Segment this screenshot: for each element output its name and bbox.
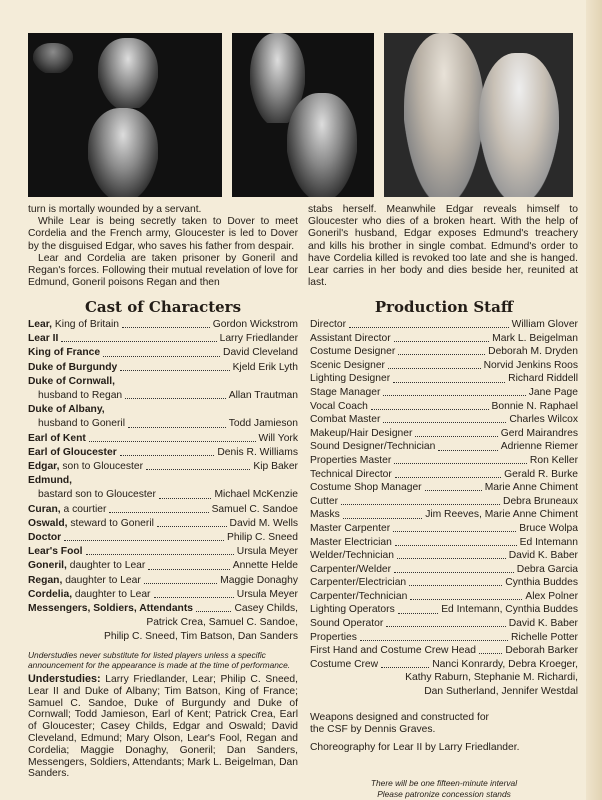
dot-leader [360,640,508,641]
dot-leader [397,558,506,559]
staff-row [310,537,578,551]
cast-actor: Maggie Donaghy [220,574,298,586]
staff-name: Ron Keller [529,454,578,466]
cast-actor: Casey Childs, [234,603,298,615]
dot-leader [371,409,489,410]
staff-name: David K. Baber [508,550,578,562]
production-photo-lear-storm [28,33,222,197]
staff-name: Nanci Konrardy, Debra Kroeger, [432,658,578,670]
staff-row [310,373,578,387]
cast-role-cell [38,390,122,402]
cast-role: Earl of Kent [28,432,86,444]
cast-role-cell [28,575,141,587]
dot-leader [383,422,506,423]
staff-job: Welder/Technician [310,550,394,562]
cast-actor: Will York [258,432,298,444]
staff-name: Adrienne Riemer [500,441,578,453]
staff-row [310,577,578,591]
staff-name: Gerald R. Burke [504,468,578,480]
dot-leader [381,667,429,668]
staff-name: Richelle Potter [511,631,578,643]
dot-leader [395,477,501,478]
cast-actor: Ursula Meyer [236,546,298,558]
staff-job: Vocal Coach [310,400,368,412]
interval-note: There will be one fifteen-minute interval [370,778,518,789]
staff-row [310,482,578,496]
cast-role-cell [28,504,106,516]
staff-row [310,333,578,347]
cast-actor: David Cleveland [223,347,298,359]
dot-leader [125,398,226,399]
cast-row [28,319,298,333]
dot-leader [144,583,217,584]
dot-leader [64,540,224,541]
cast-row [28,404,298,418]
understudies-text: Larry Friedlander, Lear; Philip C. Sneed, Lear II and Duke of Albany; Tim Batson, King of France; Samuel C. Sandoe, Duke of Burgundy and Duke of Cornwall; Todd Jamieson, Earl of Kent; Patrick Crea, Earl of Gloucester; Casey Childs, Edgar and Oswald; David Cleveland, Edmund; Mary Olson, Lear's Fool, Regan and Cordelia; Maggie Donaghy, Goneril; Dan Sanders, Messengers, Soldiers, Attendants; Mark L. Beigelman, Dan Sanders. [28,674,298,780]
staff-job: Masks [310,509,340,521]
cast-role: Messengers, Soldiers, Attendants [28,603,193,615]
staff-row [310,360,578,374]
cast-role: Edgar, [28,461,60,473]
staff-row [310,618,578,632]
cast-role-cell [28,433,86,445]
staff-job: Sound Designer/Technician [310,441,436,453]
cast-row [28,447,298,461]
staff-row [310,496,578,510]
dot-leader [343,518,422,519]
cast-actor: Philip C. Sneed [227,532,298,544]
dot-leader [409,585,502,586]
staff-row [310,346,578,360]
staff-job: Master Electrician [310,536,392,548]
dot-leader [349,327,509,328]
synopsis-left [28,204,298,289]
staff-continued: Dan Sutherland, Jennifer Westdal [424,686,578,698]
staff-name: Norvid Jenkins Roos [483,359,578,371]
staff-name: Deborah M. Dryden [488,346,578,358]
cast-row [28,347,298,361]
cast-actor: Todd Jamieson [228,418,298,430]
cast-role: Edmund, [28,475,73,487]
cast-role-cell [28,589,151,601]
cast-role-cell [28,603,193,615]
cast-row [28,461,298,475]
cast-role-cell [38,489,156,501]
cast-role-cell [28,546,83,558]
staff-job: Makeup/Hair Designer [310,427,413,439]
staff-name: Charles Wilcox [509,414,578,426]
cast-actor: David M. Wells [229,517,298,529]
cast-row [28,489,298,503]
cast-role-cell [28,404,105,416]
cast-role: Earl of Gloucester [28,446,117,458]
synopsis-paragraph: While Lear is being secretly taken to Dover to meet Cordelia and the French army, Gloucester is led to Dover by the disguised Edgar, who saves his father from despair. [28,216,298,252]
cast-actor: Gordon Wickstrom [212,319,298,330]
cast-role: Oswald, [28,517,68,529]
cast-continued: Philip C. Sneed, Tim Batson, Dan Sanders [103,631,298,643]
staff-row [310,523,578,537]
staff-name: David K. Baber [508,618,578,630]
dot-leader [120,455,215,456]
cast-role-description: husband to Regan [38,390,123,402]
understudy-note: Understudies never substitute for listed players unless a specific announcement for the appearance is made at the time of performance. [28,649,291,670]
cast-role-cell [28,319,119,331]
cast-role-cell [28,475,72,487]
cast-section [28,298,298,780]
staff-name: Deborah Barker [505,645,578,657]
synopsis-paragraph: stabs herself. Meanwhile Edgar reveals himself to Gloucester who dies of a broken heart. With the help of Goneril's husband, Edgar exposes Edmund's treachery and kills his brother in single combat. Edmund's order to have Cordelia killed is revoked too late and she is hanged. Lear carries in her body and dies beside her, reunited at last. [308,204,578,289]
dot-leader [395,545,517,546]
staff-job: Combat Master [310,414,381,426]
dot-leader [415,436,497,437]
cast-role-description: son to Gloucester [59,461,144,473]
staff-job: Carpenter/Electrician [310,577,407,589]
staff-name: Cynthia Buddes [505,577,578,589]
dot-leader [394,463,527,464]
dot-leader [196,611,231,612]
cast-actor: Michael McKenzie [214,489,298,501]
dot-leader [386,626,505,627]
cast-row [28,390,298,404]
page-edge [586,0,602,800]
cast-role: Duke of Albany, [28,404,105,416]
cast-role-cell [28,362,117,374]
cast-title: Cast of Characters [84,298,242,316]
understudies-label: Understudies: [28,673,101,686]
cast-actor: Samuel C. Sandoe [211,503,298,515]
dot-leader [383,395,525,396]
cast-role: Cordelia, [28,588,73,600]
cast-role-cell [28,532,61,544]
staff-job: Lighting Designer [310,373,391,385]
cast-role-description: daughter to Lear [72,588,151,600]
staff-row [310,319,578,333]
dot-leader [394,572,514,573]
cast-role: Duke of Burgundy [28,361,118,373]
dot-leader [479,653,502,654]
staff-row [310,469,578,483]
staff-name: Debra Bruneaux [503,495,578,507]
dot-leader [146,469,250,470]
staff-job: Stage Manager [310,386,381,398]
cast-actor: Larry Friedlander [219,333,298,345]
staff-row [310,659,578,673]
dot-leader [122,327,210,328]
production-photo-lear-edgar [232,33,374,197]
staff-job: Lighting Operators [310,604,395,616]
cast-role: Lear, [28,319,53,330]
staff-name: Ed Intemann, Cynthia Buddes [441,604,578,616]
cast-role: King of France [28,347,101,359]
dot-leader [159,498,212,499]
dot-leader [86,554,234,555]
cast-row [28,475,298,489]
dot-leader [438,450,497,451]
staff-row [310,428,578,442]
cast-role-description: bastard son to Gloucester [38,489,156,501]
staff-job: Costume Shop Manager [310,482,422,494]
dot-leader [128,427,226,428]
cast-row [28,504,298,518]
cast-row [28,575,298,589]
cast-role-cell [28,333,58,345]
cast-role-description: King of Britain [52,319,120,330]
concession-note: Please patronize concession stands [377,788,511,799]
cast-role-cell [28,447,117,459]
cast-role: Goneril, [28,560,67,572]
cast-row [28,376,298,390]
staff-name: Richard Riddell [508,373,578,385]
staff-row [310,441,578,455]
synopsis-right [308,204,578,289]
staff-row [310,591,578,605]
staff-job: Cutter [310,495,339,507]
staff-job: Technical Director [310,468,392,480]
cast-row [28,418,298,432]
staff-row [310,509,578,523]
staff-name: Marie Anne Chiment [484,482,578,494]
dot-leader [393,531,516,532]
cast-row [28,532,298,546]
staff-name: Jane Page [528,386,578,398]
staff-row [310,387,578,401]
cast-role: Duke of Cornwall, [28,375,115,387]
cast-list [28,319,298,617]
cast-actor: Denis R. Williams [217,446,298,458]
staff-job: Master Carpenter [310,522,391,534]
cast-role-cell [38,418,125,430]
cast-role-description: steward to Goneril [67,517,154,529]
staff-list [310,319,578,672]
dot-leader [120,370,229,371]
staff-name: Debra Garcia [516,563,578,575]
staff-row [310,564,578,578]
staff-name: Gerd Mairandres [500,427,578,439]
cast-role-description: daughter to Lear [66,560,146,572]
cast-role-cell [28,347,100,359]
dot-leader [109,512,208,513]
dot-leader [157,526,227,527]
cast-role: Doctor [28,532,62,544]
staff-row [310,550,578,564]
staff-name: Jim Reeves, Marie Anne Chiment [425,509,578,521]
understudies [28,674,298,780]
staff-job: Assistant Director [310,332,391,344]
staff-row [310,401,578,415]
cast-role: Regan, [28,574,63,586]
staff-job: Properties Master [310,454,392,466]
cast-row [28,333,298,347]
staff-continued: Kathy Raburn, Stephanie M. Richardi, [405,672,578,684]
staff-section [310,298,578,799]
staff-job: Carpenter/Welder [310,563,392,575]
staff-job: Director [310,319,347,330]
dot-leader [103,356,220,357]
staff-job: Costume Designer [310,346,396,358]
staff-name: Mark L. Beigelman [492,332,578,344]
cast-role-description: husband to Goneril [38,418,126,430]
choreography-credit: Choreography for Lear II by Larry Friedlander. [310,741,520,753]
cast-row [28,589,298,603]
cast-actor: Ursula Meyer [236,588,298,600]
staff-job: Properties [310,631,357,643]
cast-actor: Kip Baker [253,461,298,473]
cast-role-description: daughter to Lear [62,574,141,586]
dot-leader [393,382,505,383]
staff-name: Bruce Wolpa [519,522,578,534]
cast-role: Curan, [28,503,61,515]
cast-actor: Annette Helde [232,560,298,572]
staff-row [310,414,578,428]
dot-leader [398,613,438,614]
production-photo-goneril-cordelia [384,33,573,197]
dot-leader [398,354,485,355]
cast-role-cell [28,560,145,572]
cast-actor: Allan Trautman [228,390,298,402]
cast-role-description: a courtier [60,503,107,515]
cast-role-cell [28,376,115,388]
staff-job: Sound Operator [310,618,384,630]
dot-leader [410,599,522,600]
staff-row [310,455,578,469]
cast-row [28,546,298,560]
staff-title: Production Staff [374,298,514,316]
cast-row [28,560,298,574]
dot-leader [394,341,489,342]
dot-leader [425,490,482,491]
cast-role-cell [28,461,143,473]
staff-job: First Hand and Costume Crew Head [310,645,476,657]
staff-row [310,604,578,618]
staff-name: Bonnie N. Raphael [491,400,578,412]
cast-row [28,433,298,447]
synopsis-paragraph: turn is mortally wounded by a servant. [28,204,202,215]
synopsis-paragraph: Lear and Cordelia are taken prisoner by Goneril and Regan's forces. Following their mutual revelation of love for Edmund, Goneril poisons Regan and then [28,252,298,289]
staff-name: Ed Intemann [519,536,578,548]
cast-role: Lear II [28,333,59,345]
cast-row [28,603,298,617]
dot-leader [154,597,234,598]
cast-row [28,518,298,532]
dot-leader [148,569,229,570]
staff-row [310,645,578,659]
dot-leader [89,441,256,442]
staff-name: William Glover [511,319,578,330]
cast-role-cell [28,518,154,530]
cast-continued: Patrick Crea, Samuel C. Sandoe, [146,617,298,629]
cast-actor: Kjeld Erik Lyth [232,361,298,373]
cast-role: Lear's Fool [28,546,83,558]
cast-row [28,362,298,376]
staff-job: Carpenter/Technician [310,590,408,602]
weapons-credit: Weapons designed and constructed for the CSF by Dennis Graves. [310,711,489,736]
dot-leader [341,504,500,505]
staff-row [310,632,578,646]
staff-name: Alex Polner [525,590,578,602]
dot-leader [388,368,481,369]
dot-leader [61,341,216,342]
staff-job: Scenic Designer [310,359,385,371]
staff-job: Costume Crew [310,658,379,670]
